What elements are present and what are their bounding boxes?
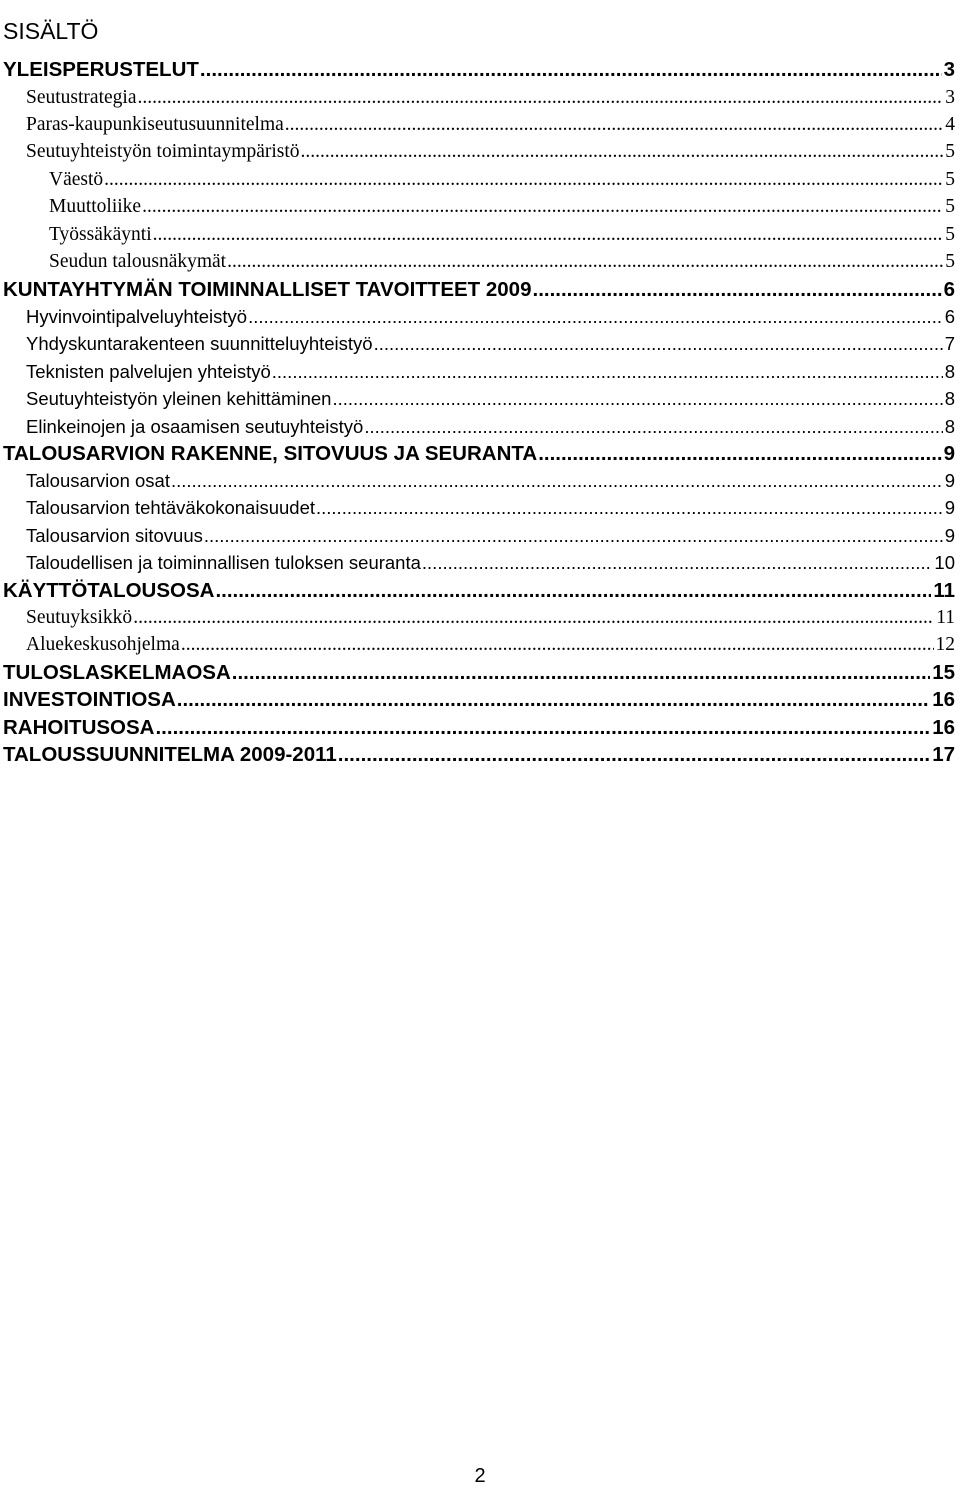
toc-entry[interactable]	[49, 166, 955, 193]
toc-entry-page: 11	[936, 607, 955, 628]
dot-leader	[285, 111, 943, 138]
dot-leader	[301, 138, 944, 165]
dot-leader	[248, 303, 943, 330]
toc-entry[interactable]	[49, 193, 955, 220]
toc-entry-page: 9	[944, 470, 955, 491]
toc-entry-page: 7	[944, 333, 955, 354]
dot-leader	[137, 84, 943, 111]
toc-entry-page: 6	[944, 306, 955, 327]
toc-entry-page: 3	[943, 58, 955, 81]
dot-leader	[133, 604, 934, 631]
toc-entry[interactable]	[26, 84, 955, 111]
dot-leader	[215, 577, 931, 604]
toc-entry[interactable]	[3, 714, 955, 741]
page-number: 2	[474, 1465, 486, 1487]
toc-entry[interactable]	[3, 659, 955, 686]
toc-entry[interactable]	[26, 631, 955, 658]
toc-entry-label: Talousarvion tehtäväkokonaisuudet	[26, 497, 315, 518]
toc-entry-label: TALOUSSUUNNITELMA 2009-2011	[3, 743, 337, 766]
dot-leader	[181, 631, 934, 658]
toc-entry-label: Työssäkäynti	[49, 224, 152, 245]
toc-entry-label: Talousarvion osat	[26, 470, 170, 491]
dot-leader	[104, 166, 943, 193]
toc-entry-page: 11	[933, 579, 955, 602]
toc-entry-page: 4	[945, 114, 955, 135]
toc-entry-label: Seutuyksikkö	[26, 607, 133, 628]
toc-entry-page: 10	[934, 552, 955, 573]
toc-entry-label: TULOSLASKELMAOSA	[3, 661, 231, 684]
toc-entry-label: Paras-kaupunkiseutusuunnitelma	[26, 114, 284, 135]
toc-entry-label: Talousarvion sitovuus	[26, 525, 203, 546]
toc-entry[interactable]	[26, 494, 955, 521]
toc-entry-label: Elinkeinojen ja osaamisen seutuyhteistyö	[26, 416, 364, 437]
toc-entry-page: 3	[945, 87, 955, 108]
toc-entry[interactable]	[26, 138, 955, 165]
toc-entry-label: Seutustrategia	[26, 87, 137, 108]
toc-entry-label: Muuttoliike	[49, 196, 142, 217]
dot-leader	[153, 221, 944, 248]
toc-entry-page: 5	[945, 141, 955, 162]
dot-leader	[533, 276, 942, 303]
toc-entry-page: 17	[932, 743, 955, 766]
toc-entry[interactable]	[26, 549, 955, 576]
toc-entry[interactable]	[3, 741, 955, 768]
toc-entry-label: Seutuyhteistyön toimintaympäristö	[26, 141, 300, 162]
toc-entry-page: 9	[944, 497, 955, 518]
toc-entry[interactable]	[3, 276, 955, 303]
dot-leader	[374, 330, 943, 357]
toc-entry-page: 8	[944, 361, 955, 382]
toc-entry-label: INVESTOINTIOSA	[3, 688, 176, 711]
toc-entry-label: Hyvinvointipalveluyhteistyö	[26, 306, 248, 327]
toc-entry-page: 5	[945, 196, 955, 217]
toc-entry-page: 5	[945, 224, 955, 245]
toc-entry-label: Taloudellisen ja toiminnallisen tuloksen seuranta	[26, 552, 421, 573]
toc-entry-page: 9	[943, 442, 955, 465]
toc-entry-label: RAHOITUSOSA	[3, 716, 155, 739]
toc-entry[interactable]	[26, 413, 955, 440]
toc-entry-label: KÄYTTÖTALOUSOSA	[3, 579, 215, 602]
toc-entry-page: 5	[945, 169, 955, 190]
toc-entry-label: Väestö	[49, 169, 104, 190]
dot-leader	[177, 686, 930, 713]
dot-leader	[142, 193, 943, 220]
toc-entry[interactable]	[26, 330, 955, 357]
toc-entry-label: Seudun talousnäkymät	[49, 251, 227, 272]
toc-entry[interactable]	[49, 221, 955, 248]
toc-entry[interactable]	[26, 467, 955, 494]
toc-entry-page: 8	[944, 388, 955, 409]
toc-entry-page: 12	[935, 634, 955, 655]
dot-leader	[232, 659, 930, 686]
dot-leader	[338, 741, 930, 768]
toc-entry-label: Yhdyskuntarakenteen suunnitteluyhteistyö	[26, 333, 373, 354]
toc-entry[interactable]	[26, 385, 955, 412]
toc-entry[interactable]	[26, 522, 955, 549]
toc-entry[interactable]	[26, 111, 955, 138]
toc-entry-label: Teknisten palvelujen yhteistyö	[26, 361, 271, 382]
toc-entry[interactable]	[3, 440, 955, 467]
dot-leader	[272, 358, 943, 385]
toc-entry[interactable]	[26, 604, 955, 631]
toc-entry-page: 9	[944, 525, 955, 546]
toc-entry[interactable]	[3, 686, 955, 713]
toc-entry[interactable]	[26, 358, 955, 385]
toc-entry-page: 16	[932, 688, 955, 711]
toc-entry-label: KUNTAYHTYMÄN TOIMINNALLISET TAVOITTEET 2009	[3, 278, 532, 301]
toc-entry-page: 8	[944, 416, 955, 437]
page-title: SISÄLTÖ	[3, 18, 99, 45]
toc-entry[interactable]	[3, 56, 955, 83]
dot-leader	[422, 549, 933, 576]
dot-leader	[364, 413, 942, 440]
dot-leader	[171, 467, 943, 494]
toc-entry[interactable]	[49, 248, 955, 275]
toc-entry-page: 6	[943, 278, 955, 301]
dot-leader	[316, 494, 943, 521]
toc-entry[interactable]	[26, 303, 955, 330]
toc-entry-label: Seutuyhteistyön yleinen kehittäminen	[26, 388, 332, 409]
toc-entry[interactable]	[3, 577, 955, 604]
toc-entry-label: TALOUSARVION RAKENNE, SITOVUUS JA SEURANTA	[3, 442, 538, 465]
dot-leader	[155, 714, 930, 741]
dot-leader	[204, 522, 943, 549]
toc-entry-label: Aluekeskusohjelma	[26, 634, 180, 655]
toc-entry-page: 16	[932, 716, 955, 739]
toc-entry-page: 15	[932, 661, 955, 684]
dot-leader	[332, 385, 942, 412]
toc-entry-page: 5	[945, 251, 955, 272]
toc-entry-label: YLEISPERUSTELUT	[3, 58, 199, 81]
dot-leader	[227, 248, 943, 275]
dot-leader	[538, 440, 941, 467]
dot-leader	[200, 56, 942, 83]
